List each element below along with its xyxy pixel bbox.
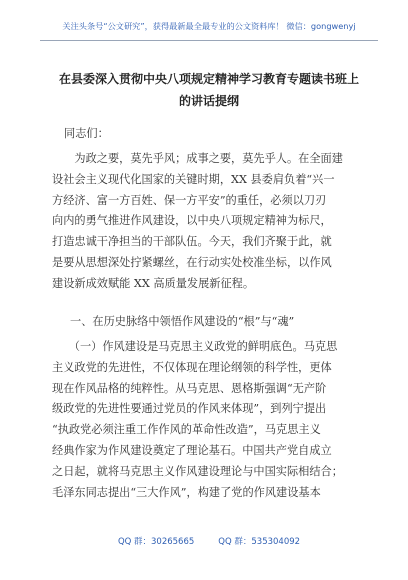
salutation: 同志们： [64,127,109,140]
paragraph-line: 为政之要，莫先乎风；成事之要，莫先乎人。在全面建 [52,152,343,165]
paragraph-2 [52,337,370,503]
title-line-1: 在县委深入贯彻中央八项规定精神学习教育专题读书班上 [58,72,359,86]
paragraph-line: 是要从思想深处拧紧螺丝，在行动实处校准坐标，以作风 [52,255,332,269]
paragraph-line: “执政党必须注重工作作风的革命性改造”，马克思主义 [52,423,321,437]
paragraph-line: 级政党的先进性要通过党员的作风来体现”，到列宁提出 [52,402,327,416]
paragraph-line: （一）作风建设是马克思主义政党的鲜明底色。马克思 [52,340,338,353]
footer-qq-group-1[interactable]: QQ 群：30265665 [117,537,195,547]
paragraph-line: 之日起，就将马克思主义作风建设理论与中国实际相结合； [52,464,343,478]
paragraph-line: 经典作家为作风建设奠定了理论基石。中国共产党自成立 [52,443,332,457]
paragraph-line: 主义政党的先进性，不仅体现在理论纲领的科学性，更体 [52,360,332,374]
title-line-2: 的讲话提纲 [178,94,239,108]
paragraph-line: 设社会主义现代化国家的关键时期，XX 县委肩负着“兴一 [52,172,335,186]
paragraph-line: 毛泽东同志提出“三大作风”，构建了党的作风建设基本 [52,485,321,499]
paragraph-line: 建设新成效赋能 XX 高质量发展新征程。 [52,276,255,290]
footer-contact [40,535,378,547]
document-title [40,68,378,112]
header-banner[interactable]: 关注头条号“公文研究”，获得最新最全最专业的公文资料库！ 微信：gongwenyj [62,21,356,31]
paragraph-line: 方经济、富一方百姓、保一方平安”的重任，必须以刀刃 [52,193,327,207]
paragraph-line: 现在作风品格的纯粹性。从马克思、恩格斯强调“无产阶 [52,381,327,395]
paragraph-line: 打造忠诚干净担当的干部队伍。今天，我们齐聚于此，就 [52,235,332,249]
section-heading-1: 一、在历史脉络中领悟作风建设的“根”与“魂” [70,315,295,328]
footer-qq-group-2[interactable]: QQ 群：535304092 [218,537,301,547]
paragraph-line: 向内的勇气推进作风建设，以中央八项规定精神为标尺， [52,214,332,228]
paragraph-1 [52,149,370,295]
header-divider [40,40,378,41]
